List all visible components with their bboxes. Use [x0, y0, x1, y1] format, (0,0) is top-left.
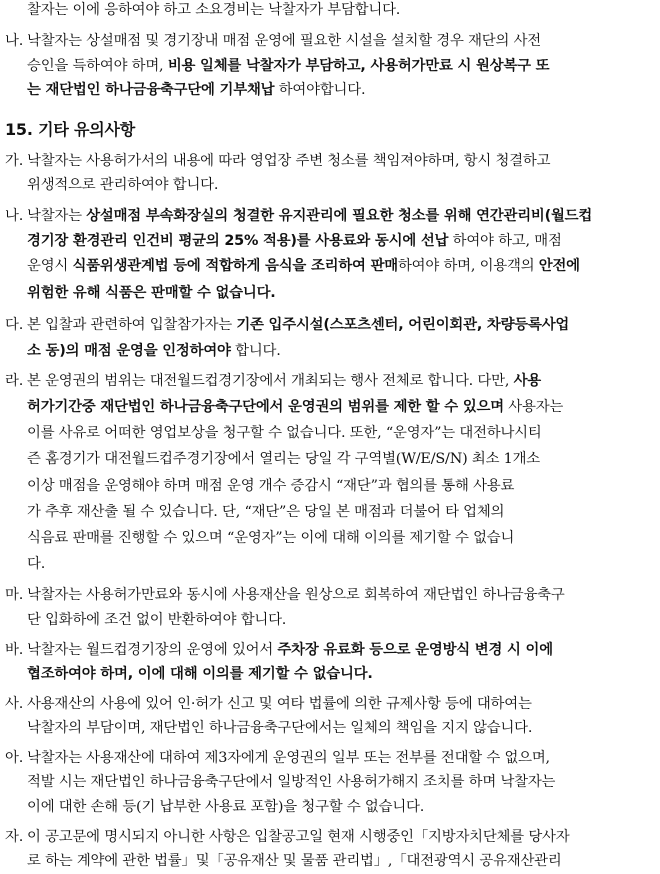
top-na-line-1: 낙찰자는 상설매점 및 경기장내 매점 운영에 필요한 시설을 설치할 경우 재단의 사전: [27, 33, 541, 49]
item-mark-sa: 사.: [5, 696, 24, 712]
item-mark-a: 아.: [5, 750, 24, 766]
item-ra-line-7: 식음료 판매를 진행할 수 있으며 “운영자”는 이에 대해 이의를 제기할 수 없습니: [27, 530, 515, 546]
item-mark-ga: 가.: [5, 153, 24, 169]
top-na-line-3: 는 재단법인 하나금융축구단에 기부채납 하여야합니다.: [27, 82, 366, 98]
item-ja-line-1: 이 공고문에 명시되지 아니한 사항은 입찰공고일 현재 시행중인「지방자치단체를 당사자: [27, 829, 570, 845]
item-mark-na: 나.: [5, 208, 24, 224]
item-ra-line-4: 즌 홈경기가 대전월드컵주경기장에서 열리는 당일 각 구역별(W/E/S/N) 최소 1개소: [27, 451, 541, 467]
item-ba-line-2: 협조하여야 하며, 이에 대해 이의를 제기할 수 없습니다.: [27, 666, 373, 682]
item-sa-line-1: 사용재산의 사용에 있어 인·허가 신고 및 여타 법률에 의한 규제사항 등에 대하여는: [27, 696, 532, 712]
item-mark-ra: 라.: [5, 373, 24, 389]
item-ra-line-6: 가 추후 재산출 될 수 있습니다. 단, “재단”은 당일 본 매점과 더불어 타 업체의: [27, 504, 505, 520]
item-da-line-1: 본 입찰과 관련하여 입찰참가자는 기존 입주시설(스포츠센터, 어린이회관, 차량등록사업: [27, 317, 570, 333]
item-a-line-2: 적발 시는 재단법인 하나금융축구단에서 일방적인 사용허가해지 조치를 하며 낙찰자는: [27, 774, 556, 790]
item-na-line-1: 낙찰자는 상설매점 부속화장실의 청결한 유지관리에 필요한 청소를 위해 연간관리비(월드컵: [27, 208, 593, 224]
item-ba-line-1: 낙찰자는 월드컵경기장의 운영에 있어서 주차장 유료화 등으로 운영방식 변경 시 이에: [27, 642, 553, 658]
item-da-line-2: 소 동)의 매점 운영을 인정하여야 합니다.: [27, 343, 281, 359]
item-a-line-3: 이에 대한 손해 등(기 납부한 사용료 포함)을 청구할 수 없습니다.: [27, 799, 425, 815]
item-ga-line-1: 낙찰자는 사용허가서의 내용에 따라 영업장 주변 청소를 책임져야하며, 항시 청결하고: [27, 153, 551, 169]
section-title: 15. 기타 유의사항: [5, 120, 136, 139]
item-mark-ma: 마.: [5, 587, 24, 603]
item-mark-ba: 바.: [5, 642, 24, 658]
item-ma-line-2: 단 입화하에 조건 없이 반환하여야 합니다.: [27, 612, 287, 628]
item-a-line-1: 낙찰자는 사용재산에 대하여 제3자에게 운영권의 일부 또는 전부를 전대할 수 없으며,: [27, 750, 550, 766]
top-na-line-2: 승인을 득하여야 하며, 비용 일체를 낙찰자가 부담하고, 사용허가만료 시 원상복구 또: [27, 58, 550, 74]
item-na-line-2: 경기장 환경관리 인건비 평균의 25% 적용)를 사용료와 동시에 선납 하여야 하고, 매점: [27, 233, 562, 249]
item-mark-ja: 자.: [5, 829, 24, 845]
item-ra-line-1: 본 운영권의 범위는 대전월드컵경기장에서 개최되는 행사 전체로 합니다. 다만, 사용: [27, 373, 541, 389]
item-ra-line-3: 이를 사유로 어떠한 영업보상을 청구할 수 없습니다. 또한, “운영자”는 대전하나시티: [27, 425, 542, 441]
item-ga-line-2: 위생적으로 관리하여야 합니다.: [27, 177, 219, 193]
item-sa-line-2: 낙찰자의 부담이며, 재단법인 하나금융축구단에서는 일체의 책임을 지지 않습니다.: [27, 720, 533, 736]
item-mark-top-na: 나.: [5, 33, 24, 49]
item-ra-line-2: 허가기간중 재단법인 하나금융축구단에서 운영권의 범위를 제한 할 수 있으며 사용자는: [27, 399, 564, 415]
continued-line: 찰자는 이에 응하여야 하고 소요경비는 낙찰자가 부담합니다.: [27, 2, 401, 18]
item-ma-line-1: 낙찰자는 사용허가만료와 동시에 사용재산을 원상으로 회복하여 재단법인 하나금융축구: [27, 587, 565, 603]
item-ra-line-5: 이상 매점을 운영해야 하며 매점 운영 개수 증감시 “재단”과 협의를 통해 사용료: [27, 478, 515, 494]
item-ra-line-8: 다.: [27, 556, 46, 572]
item-mark-da: 다.: [5, 317, 24, 333]
item-ja-line-2: 로 하는 계약에 관한 법률」및「공유재산 및 물품 관리법」,「대전광역시 공유재산관리: [27, 853, 562, 869]
item-na-line-4: 위험한 유해 식품은 판매할 수 없습니다.: [27, 285, 276, 301]
item-na-line-3: 운영시 식품위생관계법 등에 적합하게 음식을 조리하여 판매하여야 하며, 이용객의 안전에: [27, 258, 580, 274]
